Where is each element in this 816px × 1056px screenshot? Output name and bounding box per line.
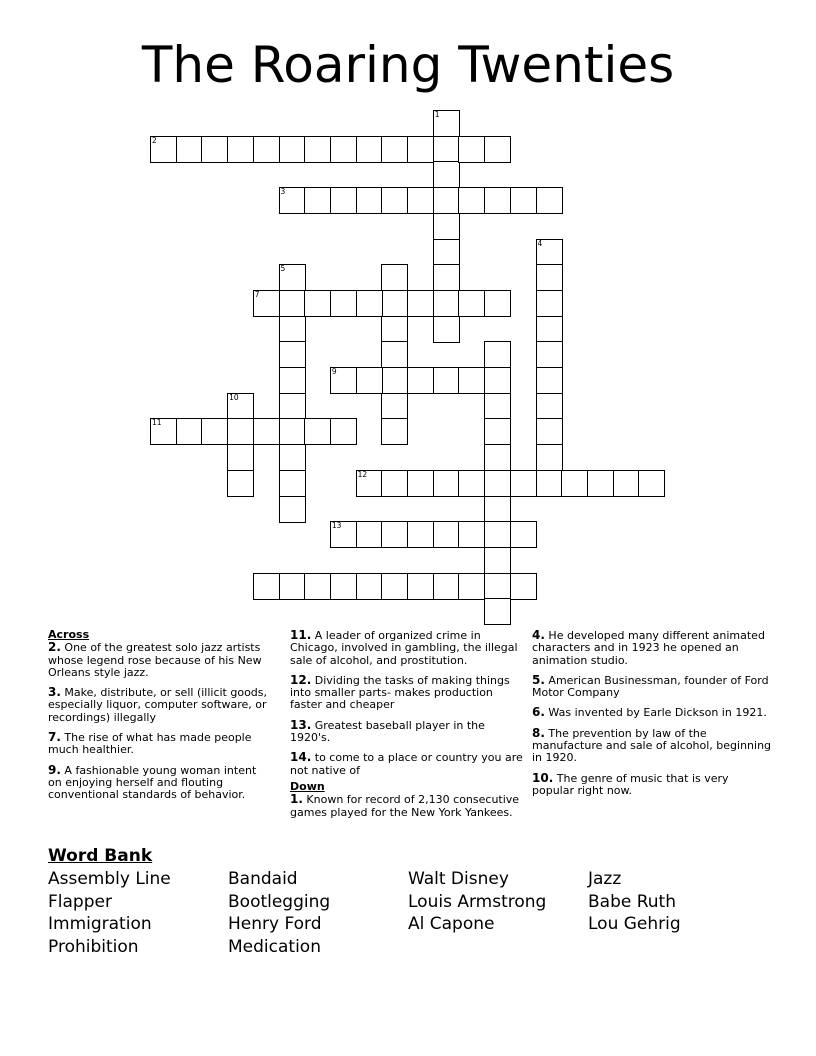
clue-number: 14.	[290, 750, 312, 765]
grid-cell[interactable]	[536, 367, 563, 394]
clue-text: American Businessman, founder of Ford Motor Company	[532, 673, 769, 700]
grid-cell[interactable]	[433, 470, 460, 497]
grid-cell[interactable]	[279, 393, 306, 420]
grid-cell[interactable]	[433, 136, 460, 163]
grid-cell[interactable]	[201, 136, 228, 163]
word-bank-column-2	[228, 868, 330, 958]
grid-cell[interactable]	[304, 136, 331, 163]
grid-cell[interactable]	[433, 187, 460, 214]
clues-column-1	[48, 629, 270, 809]
clue-6	[532, 706, 772, 719]
grid-cell[interactable]	[484, 521, 511, 548]
grid-cell[interactable]	[279, 341, 306, 368]
grid-cell[interactable]	[433, 239, 460, 266]
grid-cell[interactable]	[279, 573, 306, 600]
grid-cell[interactable]	[484, 418, 511, 445]
clues-column-2	[290, 629, 526, 826]
grid-cell[interactable]	[279, 418, 306, 445]
grid-cell[interactable]	[279, 367, 306, 394]
grid-cell[interactable]	[150, 136, 177, 163]
word-bank-title: Word Bank	[48, 846, 153, 866]
word-bank-item: Prohibition	[48, 936, 139, 957]
clue-number: 11.	[290, 628, 312, 642]
grid-cell[interactable]	[279, 136, 306, 163]
grid-cell[interactable]	[279, 264, 306, 291]
grid-cell[interactable]	[356, 573, 383, 600]
grid-cell[interactable]	[330, 418, 357, 445]
word-bank-column-4	[588, 868, 681, 936]
word-bank-item: Flapper	[48, 891, 112, 912]
grid-cell[interactable]	[304, 573, 331, 600]
cell-number: 1	[434, 110, 440, 119]
clue-number: 9.	[48, 762, 61, 777]
grid-cell[interactable]	[330, 573, 357, 600]
cell-number: 3	[280, 187, 286, 197]
clue-number: 12.	[290, 672, 312, 687]
grid-cell[interactable]	[253, 290, 280, 317]
grid-cell[interactable]	[536, 393, 563, 420]
grid-cell[interactable]	[330, 136, 357, 163]
grid-cell[interactable]	[201, 418, 228, 445]
grid-cell[interactable]	[227, 470, 254, 497]
clue-number: 10.	[532, 770, 554, 785]
clue-text: One of the greatest solo jazz artists whose legend rose because of his New Orleans style jazz.	[48, 641, 262, 679]
cell-number: 12	[357, 469, 368, 479]
grid-cell[interactable]	[381, 316, 408, 343]
clue-text: Dividing the tasks of making things into smaller parts- makes production faster and cheaper	[290, 673, 510, 712]
word-bank-column-3	[408, 868, 546, 936]
grid-cell[interactable]	[381, 418, 408, 445]
grid-cell[interactable]	[433, 316, 460, 343]
clue-9	[48, 764, 270, 802]
grid-cell[interactable]	[407, 290, 434, 317]
grid-cell[interactable]	[381, 393, 408, 420]
clue-3	[48, 686, 270, 724]
grid-cell[interactable]	[407, 187, 434, 214]
grid-cell[interactable]	[484, 444, 511, 471]
clue-12	[290, 674, 526, 712]
grid-cell[interactable]	[433, 213, 460, 240]
grid-cell[interactable]	[227, 444, 254, 471]
cell-number: 5	[280, 264, 286, 274]
grid-cell[interactable]	[458, 470, 485, 497]
grid-cell[interactable]	[484, 367, 511, 394]
grid-cell[interactable]	[227, 136, 254, 163]
word-bank-item: Medication	[228, 936, 321, 957]
grid-cell[interactable]	[484, 573, 511, 600]
clue-text: Known for record of 2,130 consecutive games played for the New York Yankees.	[290, 793, 520, 819]
grid-cell[interactable]	[279, 316, 306, 343]
grid-cell[interactable]	[587, 470, 614, 497]
cell-number: 9	[331, 367, 337, 376]
grid-cell[interactable]	[381, 470, 408, 497]
clue-text: A leader of organized crime in Chicago, involved in gambling, the illegal sale of alcohol, and prostitution.	[290, 629, 518, 667]
word-bank-item: Henry Ford	[228, 914, 322, 934]
cell-number: 10	[229, 392, 239, 402]
grid-cell[interactable]	[510, 573, 537, 600]
cell-number: 13	[331, 521, 342, 531]
grid-cell[interactable]	[253, 418, 280, 445]
cell-number: 4	[537, 238, 543, 248]
grid-cell[interactable]	[536, 290, 563, 317]
grid-cell[interactable]	[433, 290, 460, 317]
grid-cell[interactable]	[279, 187, 306, 214]
grid-cell[interactable]	[381, 573, 408, 600]
clues-column-3	[532, 629, 772, 804]
grid-cell[interactable]	[304, 187, 331, 214]
clue-7	[48, 731, 270, 757]
grid-cell[interactable]	[484, 290, 511, 317]
clue-14	[290, 751, 526, 777]
grid-cell[interactable]	[638, 470, 665, 497]
clue-text: He developed many different animated characters and in 1923 he opened an animation studio.	[532, 629, 765, 667]
grid-cell[interactable]	[536, 187, 563, 214]
clue-text: A fashionable young woman intent on enjoying herself and flouting conventional standards of behavior.	[48, 763, 257, 802]
grid-cell[interactable]	[227, 393, 254, 420]
grid-cell[interactable]	[433, 264, 460, 291]
grid-cell[interactable]	[458, 573, 485, 600]
grid-cell[interactable]	[381, 264, 408, 291]
word-bank-item: Louis Armstrong	[408, 891, 547, 912]
grid-cell[interactable]	[484, 496, 511, 523]
clue-text: The prevention by law of the manufacture and sale of alcohol, beginning in 1920.	[532, 726, 772, 765]
grid-cell[interactable]	[330, 290, 357, 317]
clue-8	[532, 727, 772, 765]
grid-cell[interactable]	[458, 290, 485, 317]
word-bank-item: Bandaid	[228, 869, 298, 889]
grid-cell[interactable]	[433, 521, 460, 548]
grid-cell[interactable]	[536, 470, 563, 497]
clue-text: Make, distribute, or sell (illicit goods, especially liquor, computer software, or recordings) illegally	[48, 686, 268, 724]
grid-cell[interactable]	[330, 367, 357, 394]
clue-text: to come to a place or country you are not native of	[290, 751, 523, 777]
clue-13	[290, 719, 526, 745]
grid-cell[interactable]	[330, 521, 357, 548]
grid-cell[interactable]	[150, 418, 177, 445]
grid-cell[interactable]	[227, 418, 254, 445]
clue-number: 4.	[532, 628, 545, 642]
grid-cell[interactable]	[356, 187, 383, 214]
grid-cell[interactable]	[253, 136, 280, 163]
grid-cell[interactable]	[458, 187, 485, 214]
grid-cell[interactable]	[433, 573, 460, 600]
grid-cell[interactable]	[433, 161, 460, 188]
clue-5	[532, 674, 772, 700]
cell-number: 7	[254, 289, 260, 299]
word-bank-item: Al Capone	[408, 914, 495, 934]
word-bank-item: Jazz	[588, 869, 622, 889]
grid-cell[interactable]	[381, 521, 408, 548]
word-bank-item: Immigration	[48, 914, 152, 934]
grid-cell[interactable]	[330, 187, 357, 214]
grid-cell[interactable]	[407, 521, 434, 548]
grid-cell[interactable]	[304, 290, 331, 317]
clue-text: Greatest baseball player in the 1920's.	[290, 718, 485, 745]
grid-cell[interactable]	[381, 187, 408, 214]
clue-number: 5.	[532, 672, 545, 687]
grid-cell[interactable]	[510, 521, 537, 548]
clue-number: 2.	[48, 640, 61, 655]
grid-cell[interactable]	[356, 521, 383, 548]
grid-cell[interactable]	[484, 470, 511, 497]
clue-number: 1.	[290, 792, 303, 807]
grid-cell[interactable]	[484, 136, 511, 163]
grid-cell[interactable]	[536, 239, 563, 266]
grid-cell[interactable]	[279, 470, 306, 497]
grid-cell[interactable]	[613, 470, 640, 497]
clue-11	[290, 629, 526, 667]
clue-number: 7.	[48, 730, 61, 745]
grid-cell[interactable]	[458, 367, 485, 394]
grid-cell[interactable]	[381, 367, 408, 394]
clue-10	[532, 772, 772, 798]
grid-cell[interactable]	[561, 470, 588, 497]
grid-cell[interactable]	[253, 573, 280, 600]
grid-cell[interactable]	[176, 418, 203, 445]
cell-number: 11	[152, 418, 162, 428]
word-bank-item: Babe Ruth	[588, 891, 676, 912]
word-bank-item: Bootlegging	[228, 891, 331, 912]
grid-cell[interactable]	[407, 573, 434, 600]
clue-text: The genre of music that is very popular right now.	[532, 771, 729, 797]
grid-cell[interactable]	[407, 367, 434, 394]
puzzle-title: The Roaring Twenties	[141, 36, 675, 94]
grid-cell[interactable]	[407, 470, 434, 497]
clue-text: Was invented by Earle Dickson in 1921.	[548, 706, 767, 720]
grid-cell[interactable]	[510, 470, 537, 497]
grid-cell[interactable]	[484, 393, 511, 420]
across-heading: Across	[48, 628, 90, 641]
cell-number: 2	[152, 135, 157, 145]
clue-4	[532, 629, 772, 667]
grid-cell[interactable]	[484, 187, 511, 214]
word-bank-item: Assembly Line	[48, 869, 171, 889]
grid-cell[interactable]	[536, 418, 563, 445]
grid-cell[interactable]	[407, 136, 434, 163]
clue-number: 3.	[48, 685, 61, 700]
grid-cell[interactable]	[536, 444, 563, 471]
word-bank-item: Lou Gehrig	[588, 914, 681, 934]
grid-cell[interactable]	[381, 136, 408, 163]
grid-cell[interactable]	[536, 264, 563, 291]
grid-cell[interactable]	[356, 136, 383, 163]
grid-cell[interactable]	[176, 136, 203, 163]
grid-cell[interactable]	[433, 367, 460, 394]
grid-cell[interactable]	[279, 444, 306, 471]
grid-cell[interactable]	[458, 136, 485, 163]
grid-cell[interactable]	[356, 470, 383, 497]
grid-cell[interactable]	[279, 290, 306, 317]
grid-cell[interactable]	[536, 316, 563, 343]
grid-cell[interactable]	[484, 547, 511, 574]
grid-cell[interactable]	[458, 521, 485, 548]
clue-number: 6.	[532, 705, 545, 720]
word-bank-item: Walt Disney	[408, 869, 509, 889]
word-bank-column-1	[48, 868, 171, 958]
grid-cell[interactable]	[381, 341, 408, 368]
grid-cell[interactable]	[356, 290, 383, 317]
clue-1	[290, 793, 526, 819]
clue-number: 8.	[532, 725, 545, 740]
grid-cell[interactable]	[484, 341, 511, 368]
grid-cell[interactable]	[510, 187, 537, 214]
grid-cell[interactable]	[433, 110, 460, 137]
down-heading: Down	[290, 779, 325, 793]
clue-number: 13.	[290, 717, 312, 732]
grid-cell[interactable]	[279, 496, 306, 523]
grid-cell[interactable]	[304, 418, 331, 445]
grid-cell[interactable]	[356, 367, 383, 394]
clue-text: The rise of what has made people much healthier.	[48, 731, 252, 757]
grid-cell[interactable]	[536, 341, 563, 368]
clue-2	[48, 641, 270, 679]
grid-cell[interactable]	[484, 598, 511, 625]
grid-cell[interactable]	[381, 290, 408, 317]
